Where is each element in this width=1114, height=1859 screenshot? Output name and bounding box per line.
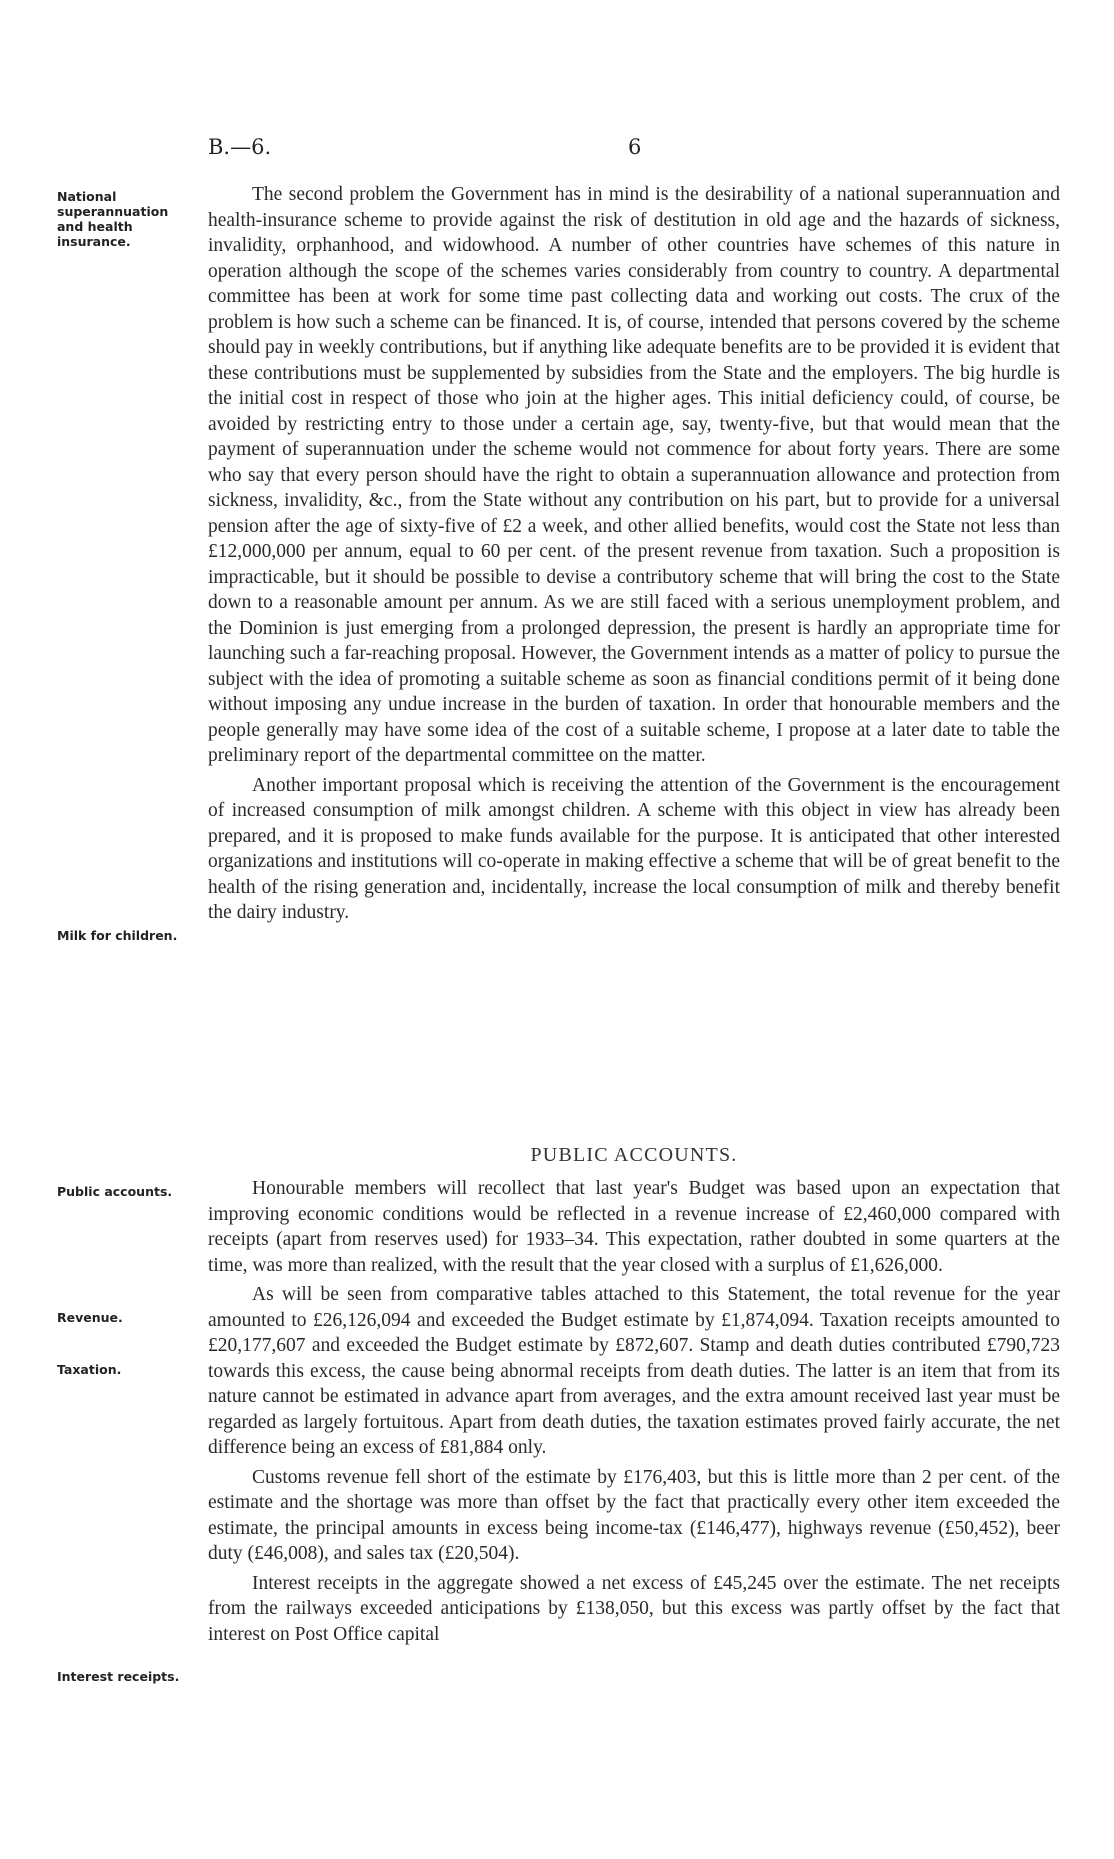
- margin-note-superannuation: National superannuation and health insurance.: [57, 189, 169, 249]
- page-header: [208, 135, 1058, 165]
- document-code: B.—6.: [208, 135, 272, 159]
- margin-note-public-accounts: Public accounts.: [57, 1184, 173, 1199]
- page-number: 6: [628, 135, 642, 159]
- margin-note-milk: Milk for children.: [57, 928, 178, 943]
- body-text-top: [208, 182, 1060, 926]
- paragraph-interest: Interest receipts in the aggregate showed a net excess of £45,245 over the estimate. The net receipts from the railways exceeded anticipations by £138,050, but this excess was partly offset by the fact that interest on Post Office capital: [208, 1572, 1060, 1645]
- paragraph-customs: Customs revenue fell short of the estimate by £176,403, but this is little more than 2 per cent. of the estimate and the shortage was more than offset by the fact that practically every other item exceeded the estimate, the principal amounts in excess being income-tax (£146,477), highways revenue (£50,452), beer duty (£46,008), and sales tax (£20,504).: [208, 1466, 1060, 1564]
- paragraph-revenue: As will be seen from comparative tables attached to this Statement, the total revenue for the year amounted to £26,126,094 and exceeded the Budget estimate by £1,874,094. Taxation receipts amounted to £20,177,607 and exceeded the Budget estimate by £872,607. Stamp and death duties contributed £790,723 towards this excess, the cause being abnormal receipts from death duties. The latter is an item that from its nature cannot be estimated in advance apart from averages, and the extra amount received last year must be regarded as largely fortuitous. Apart from death duties, the taxation estimates proved fairly accurate, the net difference being an excess of £81,884 only.: [208, 1284, 1060, 1458]
- body-text-bottom: [208, 1176, 1060, 1647]
- paragraph-milk: Another important proposal which is receiving the attention of the Government is the encouragement of increased consumption of milk amongst children. A scheme with this object in view has already been prepared, and it is proposed to make funds available for the purpose. It is anticipated that other interested organizations and institutions will co-operate in making effective a scheme that will be of great benefit to the health of the rising generation and, incidentally, increase the local consumption of milk and thereby benefit the dairy industry.: [208, 774, 1060, 923]
- margin-note-taxation: Taxation.: [57, 1362, 122, 1377]
- section-title-public-accounts: PUBLIC ACCOUNTS.: [530, 1144, 738, 1166]
- paragraph-public-accounts: Honourable members will recollect that last year's Budget was based upon an expectation that improving economic conditions would be reflected in a revenue increase of £2,460,000 compared with receipts (apart from reserves used) for 1933–34. This expectation, rather doubted in some quarters at the time, was more than realized, with the result that the year closed with a surplus of £1,626,000.: [208, 1178, 1060, 1276]
- margin-note-revenue: Revenue.: [57, 1310, 123, 1325]
- margin-note-interest: Interest receipts.: [57, 1669, 180, 1684]
- paragraph-superannuation: The second problem the Government has in mind is the desirability of a national superannuation and health-insurance scheme to provide against the risk of destitution in old age and the hazards of sickness, invalidity, orphanhood, and widowhood. A number of other countries have schemes of this nature in operation although the scope of the schemes varies considerably from country to country. A departmental committee has been at work for some time past collecting data and working out costs. The crux of the problem is how such a scheme can be financed. It is, of course, intended that persons covered by the scheme should pay in weekly contributions, but if anything like adequate benefits are to be provided it is evident that these contributions must be supplemented by subsidies from the State and the employers. The big hurdle is the initial cost in respect of those who join at the higher ages. This initial deficiency could, of course, be avoided by restricting entry to those under a certain age, say, twenty-five, but that would mean that the payment of superannuation under the scheme would not commence for about forty years. There are some who say that every person should have the right to obtain a superannuation allowance and protection from sickness, invalidity, &c., from the State without any contribution on his part, but to provide for a universal pension after the age of sixty-five of £2 a week, and other allied benefits, would cost the State not less than £12,000,000 per annum, equal to 60 per cent. of the present revenue from taxation. Such a proposition is impracticable, but it should be possible to devise a contributory scheme that will bring the cost to the State down to a reasonable amount per annum. As we are still faced with a serious unemployment problem, and the Dominion is just emerging from a prolonged depression, the present is hardly an appropriate time for launching such a far-reaching proposal. However, the Government intends as a matter of policy to pursue the subject with the idea of promoting a suitable scheme as soon as financial conditions permit of it being done without imposing any undue increase in the burden of taxation. In order that honourable members and the people generally may have some idea of the cost of a suitable scheme, I propose at a later date to table the preliminary report of the departmental committee on the matter.: [208, 184, 1060, 766]
